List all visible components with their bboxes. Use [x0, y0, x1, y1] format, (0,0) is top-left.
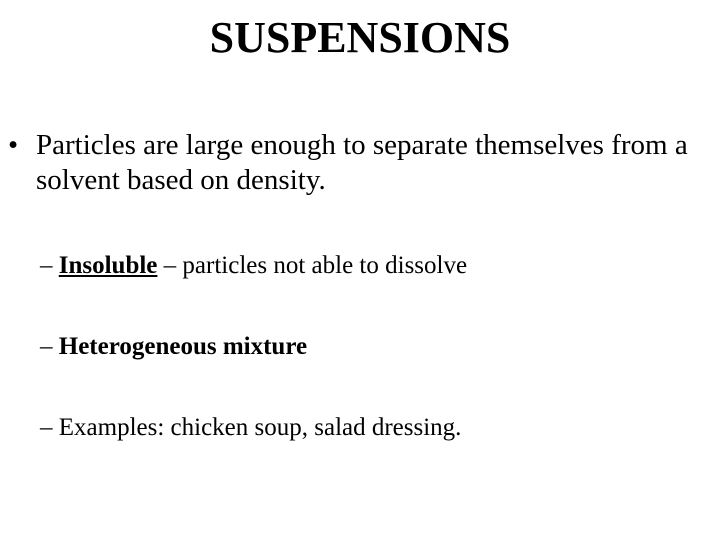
- slide-title: SUSPENSIONS: [209, 13, 511, 62]
- bullet-marker: •: [8, 129, 19, 161]
- subpoint-examples-text: Examples: chicken soup, salad dressing.: [58, 414, 462, 441]
- subpoint-dash: –: [40, 414, 53, 441]
- main-bullet: [6, 128, 696, 198]
- subpoint-definition: – particles not able to dissolve: [157, 252, 468, 279]
- term-insoluble: Insoluble: [58, 252, 158, 279]
- subpoint-heterogeneous-text: Heterogeneous mixture: [58, 333, 308, 360]
- main-bullet-text: Particles are large enough to separate themselves from a solvent based on density.: [36, 129, 688, 196]
- subpoint-dash: –: [40, 333, 53, 360]
- subpoint-dash: –: [40, 252, 53, 279]
- subpoint-examples: [40, 412, 700, 444]
- subpoint-insoluble: [40, 250, 700, 282]
- subpoint-heterogeneous: [40, 331, 700, 363]
